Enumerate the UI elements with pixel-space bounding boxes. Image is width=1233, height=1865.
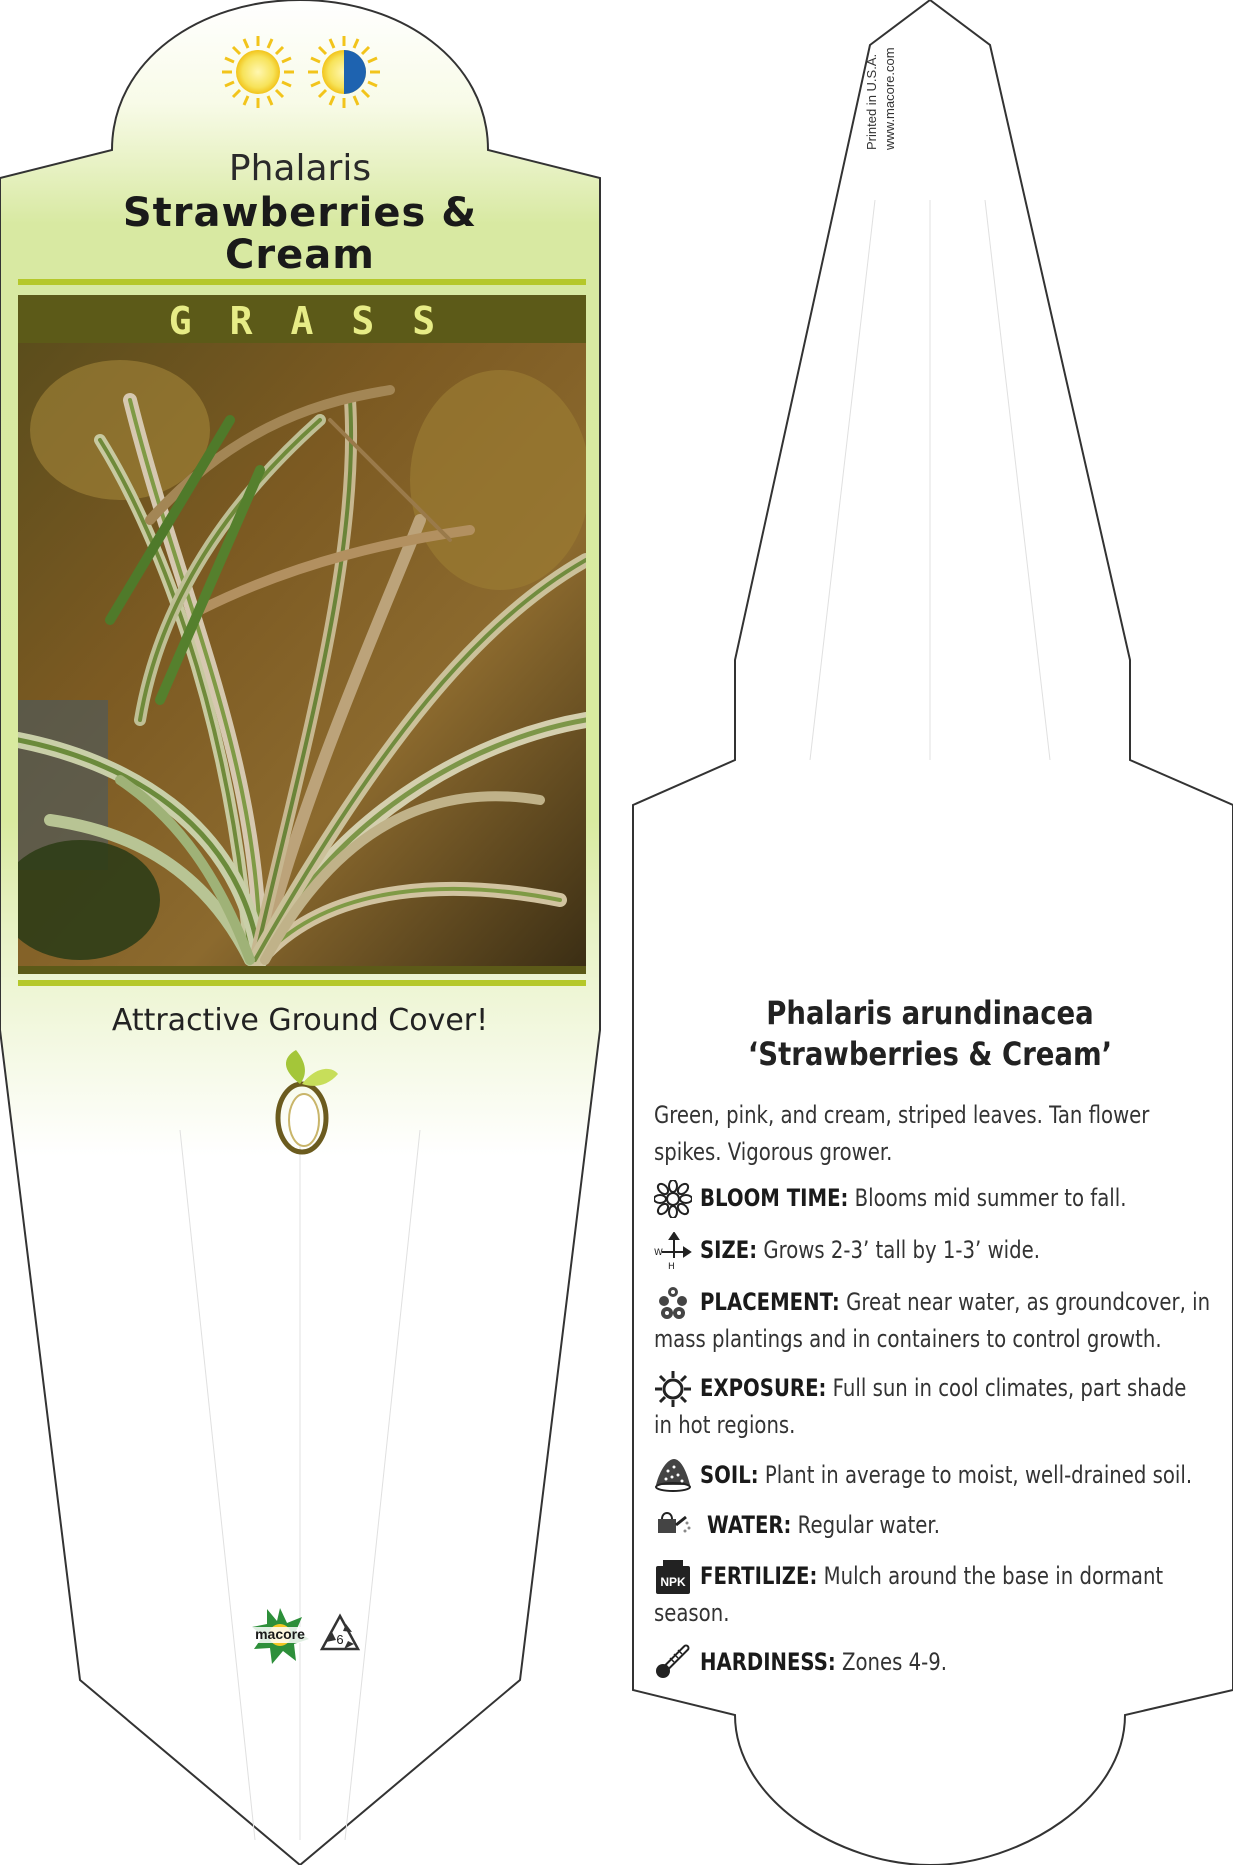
water-label: WATER: [707,1511,792,1539]
placement-text-1: Great near water, as groundcover, in [846,1288,1211,1316]
hardiness-row [700,1644,1233,1681]
soil-label: SOIL: [700,1461,759,1489]
fertilize-row-cont [654,1595,1233,1632]
exposure-text-1: Full sun in cool climates, part shade [832,1374,1187,1402]
soil-text: Plant in average to moist, well-drained soil. [764,1461,1193,1489]
fertilize-label: FERTILIZE: [700,1562,818,1590]
description-line-1: Green, pink, and cream, striped leaves. Tan flower [654,1101,1150,1129]
bloom-time-text: Blooms mid summer to fall. [854,1184,1127,1212]
recycle-code: 6 [336,1632,344,1647]
sci-line-2: ‘Strawberries & Cream’ [747,1035,1113,1073]
placement-text-2: mass plantings and in containers to control growth. [654,1325,1162,1353]
description-line-2: spikes. Vigorous grower. [654,1138,893,1166]
svg-text:H: H [668,1262,675,1270]
hardiness-label: HARDINESS: [700,1648,836,1676]
watering-can-icon [654,1505,692,1543]
cultivar-line-2: Cream [225,232,375,278]
cultivar-title [10,192,590,276]
size-row [700,1232,1233,1269]
hardiness-text: Zones 4-9. [842,1648,948,1676]
category-label: GRASS [168,299,474,343]
water-row [707,1507,1233,1544]
placement-label: PLACEMENT: [700,1288,840,1316]
fertilize-text-2: season. [654,1599,730,1627]
placement-icon [654,1284,692,1322]
website-url [882,47,897,150]
npk-icon-text: NPK [660,1575,686,1589]
thermometer-icon [654,1642,692,1680]
placement-row [700,1284,1233,1321]
exposure-row-cont [654,1407,1233,1444]
bloom-time-row [700,1180,1233,1217]
size-text: Grows 2-3’ tall by 1-3’ wide. [763,1236,1040,1264]
exposure-row [700,1370,1233,1407]
brand-label: macore [255,1626,305,1642]
water-text: Regular water. [797,1511,940,1539]
sun-icon [654,1370,692,1408]
exposure-text-2: in hot regions. [654,1411,796,1439]
exposure-label: EXPOSURE: [700,1374,827,1402]
soil-row [700,1457,1233,1494]
printed-in-usa [864,54,879,150]
category-band [18,295,586,343]
svg-text:W: W [654,1248,663,1258]
size-icon [654,1232,692,1270]
flower-icon [654,1180,692,1218]
genus-title: Phalaris [228,148,372,189]
url-line: www.macore.com [882,47,897,150]
bloom-time-label: BLOOM TIME: [700,1184,849,1212]
cultivar-line-1: Strawberries & [122,190,478,236]
soil-icon [654,1455,692,1493]
plant-photo [0,343,590,966]
fertilize-text-1: Mulch around the base in dormant [823,1562,1164,1590]
scientific-name [672,993,1188,1075]
placement-row-cont [654,1321,1233,1358]
fertilize-row [700,1558,1233,1595]
sci-line-1: Phalaris arundinacea [766,994,1094,1032]
description [654,1097,1228,1171]
tagline: Attractive Ground Cover! [111,1003,489,1038]
printed-line: Printed in U.S.A. [864,53,879,150]
size-label: SIZE: [700,1236,758,1264]
npk-icon [654,1558,692,1596]
